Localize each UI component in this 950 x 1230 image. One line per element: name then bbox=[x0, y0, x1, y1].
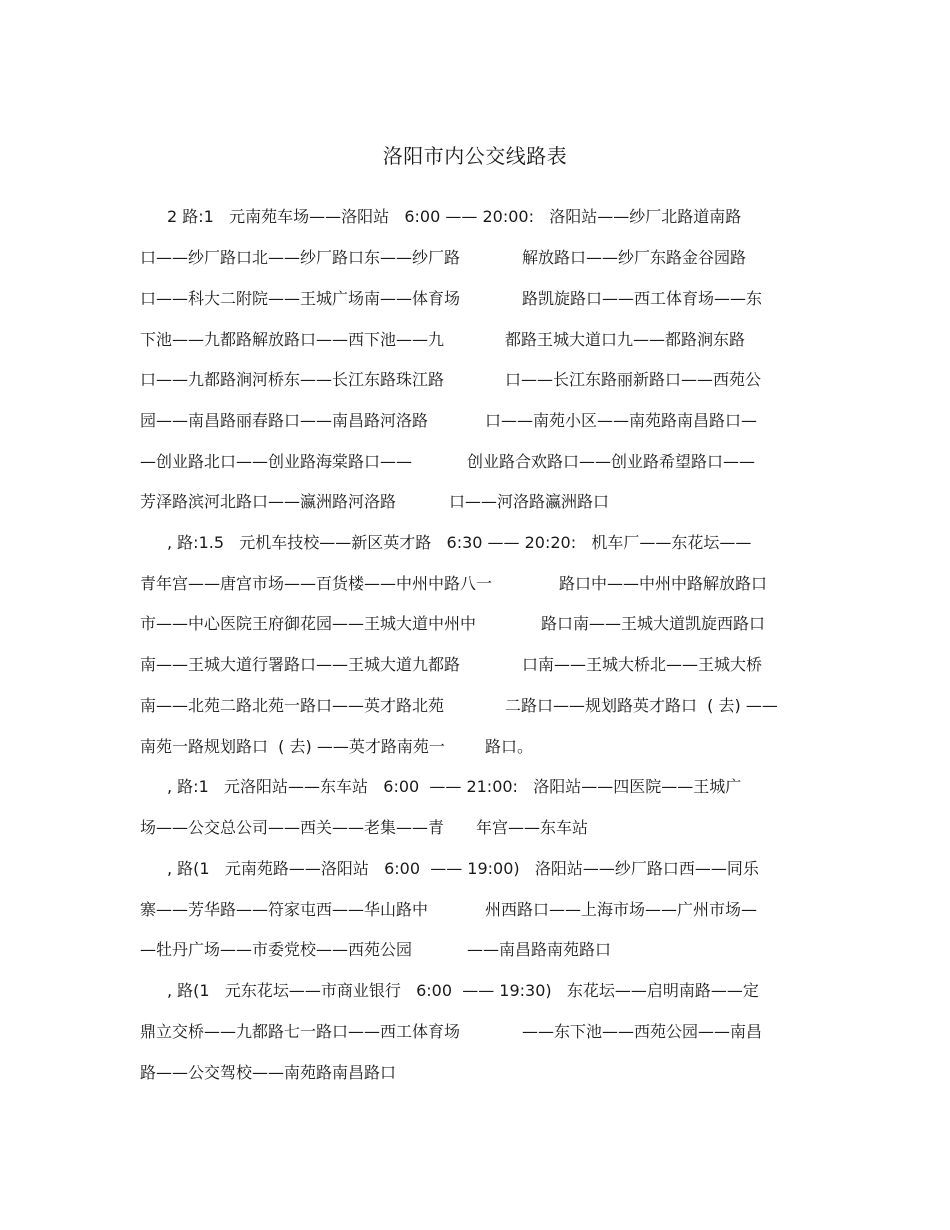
route-text-line bbox=[0, 409, 950, 433]
route-text-line bbox=[0, 328, 950, 352]
route-text-segment: 二路口——规划路英才路口 ( 去) —— bbox=[505, 696, 778, 715]
route-text-line bbox=[0, 979, 950, 1003]
route-text-line bbox=[0, 735, 950, 759]
route-text-segment: 年宫——东车站 bbox=[476, 818, 589, 837]
route-text-line bbox=[0, 450, 950, 474]
route-text-line bbox=[0, 287, 950, 311]
route-text-segment: 路——公交驾校——南苑路南昌路口 bbox=[140, 1063, 397, 1082]
route-text-line bbox=[0, 898, 950, 922]
route-text-segment: 路口中——中州中路解放路口 bbox=[559, 574, 768, 593]
route-text-segment: 口——南苑小区——南苑路南昌路口— bbox=[485, 411, 758, 430]
route-text-segment: 口南——王城大桥北——王城大桥 bbox=[522, 655, 763, 674]
route-text-segment: ——东下池——西苑公园——南昌 bbox=[522, 1022, 763, 1041]
page-title: 洛阳市内公交线路表 bbox=[382, 144, 568, 168]
route-text-segment: 口——长江东路丽新路口——西苑公 bbox=[505, 370, 762, 389]
route-text-segment: 都路王城大道口九——都路涧东路 bbox=[505, 330, 746, 349]
route-text-line bbox=[0, 1020, 950, 1044]
route-text-segment: —创业路北口——创业路海棠路口—— bbox=[140, 452, 413, 471]
route-text-segment: , 路:1.5 元机车技校——新区英才路 6:30 —— 20:20: 机车厂——东花坛—— bbox=[167, 533, 752, 552]
route-text-line bbox=[0, 1061, 950, 1085]
route-text-line bbox=[0, 490, 950, 514]
route-text-segment: 下池——九都路解放路口——西下池——九 bbox=[140, 330, 445, 349]
route-text-segment: 口——河洛路瀛洲路口 bbox=[449, 492, 610, 511]
route-text-segment: 南——王城大道行署路口——王城大道九都路 bbox=[140, 655, 461, 674]
route-text-segment: 创业路合欢路口——创业路希望路口—— bbox=[467, 452, 756, 471]
route-text-segment: ——南昌路南苑路口 bbox=[467, 940, 612, 959]
route-text-segment: 市——中心医院王府御花园——王城大道中州中 bbox=[140, 614, 477, 633]
route-text-segment: 南苑一路规划路口 ( 去) ——英才路南苑一 bbox=[140, 737, 445, 756]
route-text-segment: 路凯旋路口——西工体育场——东 bbox=[522, 289, 763, 308]
route-text-line bbox=[0, 857, 950, 881]
route-text-segment: 路口南——王城大道凯旋西路口 bbox=[541, 614, 766, 633]
route-text-segment: , 路(1 元东花坛——市商业银行 6:00 —— 19:30) 东花坛——启明南路——定 bbox=[167, 981, 759, 1000]
route-text-segment: —牡丹广场——市委党校——西苑公园 bbox=[140, 940, 413, 959]
route-text-segment: 州西路口——上海市场——广州市场— bbox=[485, 900, 758, 919]
route-text-segment: 口——纱厂路口北——纱厂路口东——纱厂路 bbox=[140, 248, 461, 267]
route-text-segment: 鼎立交桥——九都路七一路口——西工体育场 bbox=[140, 1022, 461, 1041]
route-text-line bbox=[0, 612, 950, 636]
route-text-segment: 场——公交总公司——西关——老集——青 bbox=[140, 818, 445, 837]
route-text-line bbox=[0, 653, 950, 677]
route-text-line bbox=[0, 775, 950, 799]
route-text-segment: 解放路口——纱厂东路金谷园路 bbox=[522, 248, 747, 267]
route-text-segment: 口——科大二附院——王城广场南——体育场 bbox=[140, 289, 461, 308]
route-text-line bbox=[0, 694, 950, 718]
route-text-line bbox=[0, 816, 950, 840]
route-text-line bbox=[0, 531, 950, 555]
route-text-line bbox=[0, 368, 950, 392]
route-text-line bbox=[0, 572, 950, 596]
route-text-segment: 芳泽路滨河北路口——瀛洲路河洛路 bbox=[140, 492, 397, 511]
route-text-segment: 青年宫——唐宫市场——百货楼——中州中路八一 bbox=[140, 574, 493, 593]
route-text-segment: , 路(1 元南苑路——洛阳站 6:00 —— 19:00) 洛阳站——纱厂路口西——同乐 bbox=[167, 859, 759, 878]
route-text-segment: 2 路:1 元南苑车场——洛阳站 6:00 —— 20:00: 洛阳站——纱厂北路道南路 bbox=[167, 207, 742, 226]
route-text-line bbox=[0, 205, 950, 229]
route-text-segment: , 路:1 元洛阳站——东车站 6:00 —— 21:00: 洛阳站——四医院——王城广 bbox=[167, 777, 742, 796]
route-text-segment: 南——北苑二路北苑一路口——英才路北苑 bbox=[140, 696, 445, 715]
route-text-line bbox=[0, 246, 950, 270]
route-text-segment: 寨——芳华路——符家屯西——华山路中 bbox=[140, 900, 429, 919]
route-text-line bbox=[0, 938, 950, 962]
route-text-segment: 园——南昌路丽春路口——南昌路河洛路 bbox=[140, 411, 429, 430]
route-text-segment: 路口。 bbox=[485, 737, 534, 756]
route-text-segment: 口——九都路涧河桥东——长江东路珠江路 bbox=[140, 370, 445, 389]
